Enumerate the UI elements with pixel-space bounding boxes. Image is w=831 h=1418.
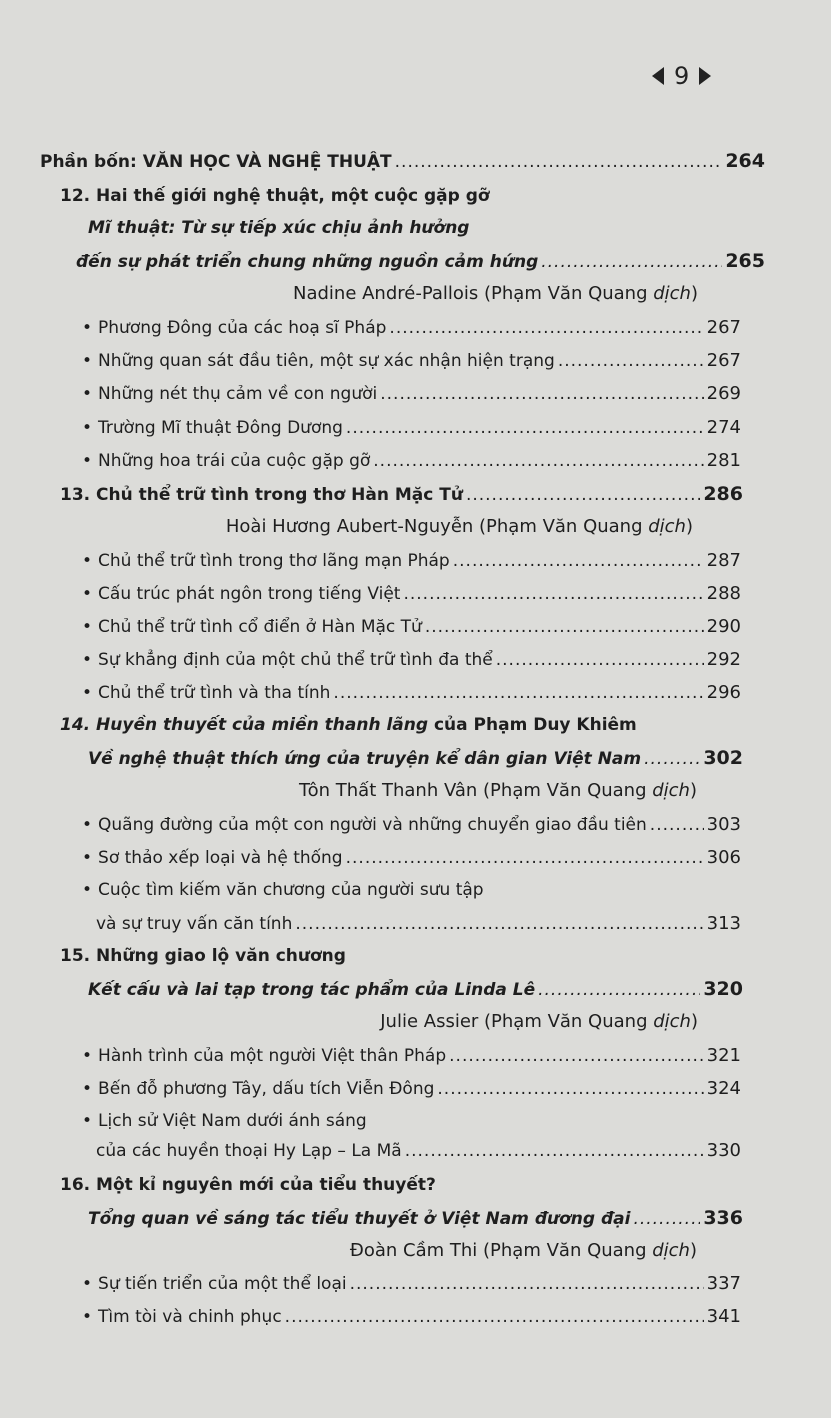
toc-item: • Chủ thể trữ tình và tha tính ..... 296 (82, 682, 741, 703)
bullet-icon: • (82, 880, 93, 900)
section-15-subtitle: Kết cấu và lai tạp trong tác phẩm của Linda Lê ..... 320 (88, 978, 743, 1000)
part-heading: Phần bốn: VĂN HỌC VÀ NGHỆ THUẬT ..... 264 (40, 150, 765, 172)
toc-item: • Phương Đông của các hoạ sĩ Pháp ..... 267 (82, 317, 741, 338)
bullet-icon: • (82, 848, 93, 868)
section-14-author: Tôn Thất Thanh Vân (Phạm Văn Quang dịch) (298, 780, 697, 801)
bullet-icon: • (82, 1274, 93, 1294)
toc-item-line2: và sự truy vấn căn tính ..... 313 (96, 913, 741, 934)
bullet-icon: • (82, 815, 93, 835)
section-16-heading: 16. Một kỉ nguyên mới của tiểu thuyết? (60, 1175, 436, 1195)
bullet-icon: • (82, 418, 93, 438)
toc-item-line1: • Cuộc tìm kiếm văn chương của người sưu tập (82, 880, 484, 900)
toc-item: • Trường Mĩ thuật Đông Dương ..... 274 (82, 417, 741, 438)
section-14-subtitle: Về nghệ thuật thích ứng của truyện kể dân gian Việt Nam ..... 302 (88, 747, 743, 769)
page-number (652, 62, 711, 90)
toc-item: • Sơ thảo xếp loại và hệ thống ..... 306 (82, 847, 741, 868)
section-16-author: Đoàn Cầm Thi (Phạm Văn Quang dịch) (349, 1240, 697, 1261)
toc-item: • Những quan sát đầu tiên, một sự xác nhận hiện trạng ..... 267 (82, 350, 741, 371)
bullet-icon: • (82, 683, 93, 703)
section-12-heading: 12. Hai thế giới nghệ thuật, một cuộc gặp gỡ (60, 186, 490, 206)
toc-item: • Bến đỗ phương Tây, dấu tích Viễn Đông ..... 324 (82, 1078, 741, 1099)
section-14-heading: 14. Huyền thuyết của miền thanh lãng của Phạm Duy Khiêm (60, 715, 637, 735)
toc-item: • Hành trình của một người Việt thân Pháp ..... 321 (82, 1045, 741, 1066)
toc-item: • Chủ thể trữ tình cổ điển ở Hàn Mặc Tử ..... 290 (82, 616, 741, 637)
bullet-icon: • (82, 584, 93, 604)
bullet-icon: • (82, 351, 93, 371)
bullet-icon: • (82, 1307, 93, 1327)
bullet-icon: • (82, 617, 93, 637)
arrow-left-icon (652, 67, 664, 85)
toc-item: • Quãng đường của một con người và những chuyển giao đầu tiên ..... 303 (82, 814, 741, 835)
section-16-subtitle: Tổng quan về sáng tác tiểu thuyết ở Việt Nam đương đại ..... 336 (88, 1207, 743, 1229)
section-13-author: Hoài Hương Aubert-Nguyễn (Phạm Văn Quang dịch) (225, 516, 693, 537)
arrow-right-icon (699, 67, 711, 85)
section-12-author: Nadine André-Pallois (Phạm Văn Quang dịch) (292, 283, 698, 304)
bullet-icon: • (82, 384, 93, 404)
section-15-heading: 15. Những giao lộ văn chương (60, 946, 346, 966)
bullet-icon: • (82, 1046, 93, 1066)
section-12-subtitle-line1: Mĩ thuật: Từ sự tiếp xúc chịu ảnh hưởng (88, 218, 470, 238)
toc-item: • Những nét thụ cảm về con người ..... 269 (82, 383, 741, 404)
toc-item: • Cấu trúc phát ngôn trong tiếng Việt ..... 288 (82, 583, 741, 604)
toc-item: • Những hoa trái của cuộc gặp gỡ ..... 281 (82, 450, 741, 471)
bullet-icon: • (82, 451, 93, 471)
bullet-icon: • (82, 650, 93, 670)
bullet-icon: • (82, 551, 93, 571)
section-15-author: Julie Assier (Phạm Văn Quang dịch) (380, 1011, 698, 1032)
toc-item: • Tìm tòi và chinh phục ..... 341 (82, 1306, 741, 1327)
section-13-heading: 13. Chủ thể trữ tình trong thơ Hàn Mặc Tử ..... 286 (60, 483, 743, 505)
toc-item: • Chủ thể trữ tình trong thơ lãng mạn Pháp ..... 287 (82, 550, 741, 571)
section-12-subtitle-line2: đến sự phát triển chung những nguồn cảm hứng ..... 265 (76, 250, 765, 272)
toc-item: • Sự khẳng định của một chủ thể trữ tình đa thể ..... 292 (82, 649, 741, 670)
bullet-icon: • (82, 318, 93, 338)
toc-item-line1: • Lịch sử Việt Nam dưới ánh sáng (82, 1111, 367, 1131)
toc-item: • Sự tiến triển của một thể loại ..... 337 (82, 1273, 741, 1294)
page-number-value: 9 (674, 62, 690, 90)
bullet-icon: • (82, 1079, 93, 1099)
toc-item-line2: của các huyền thoại Hy Lạp – La Mã ..... 330 (96, 1140, 741, 1161)
bullet-icon: • (82, 1111, 93, 1131)
